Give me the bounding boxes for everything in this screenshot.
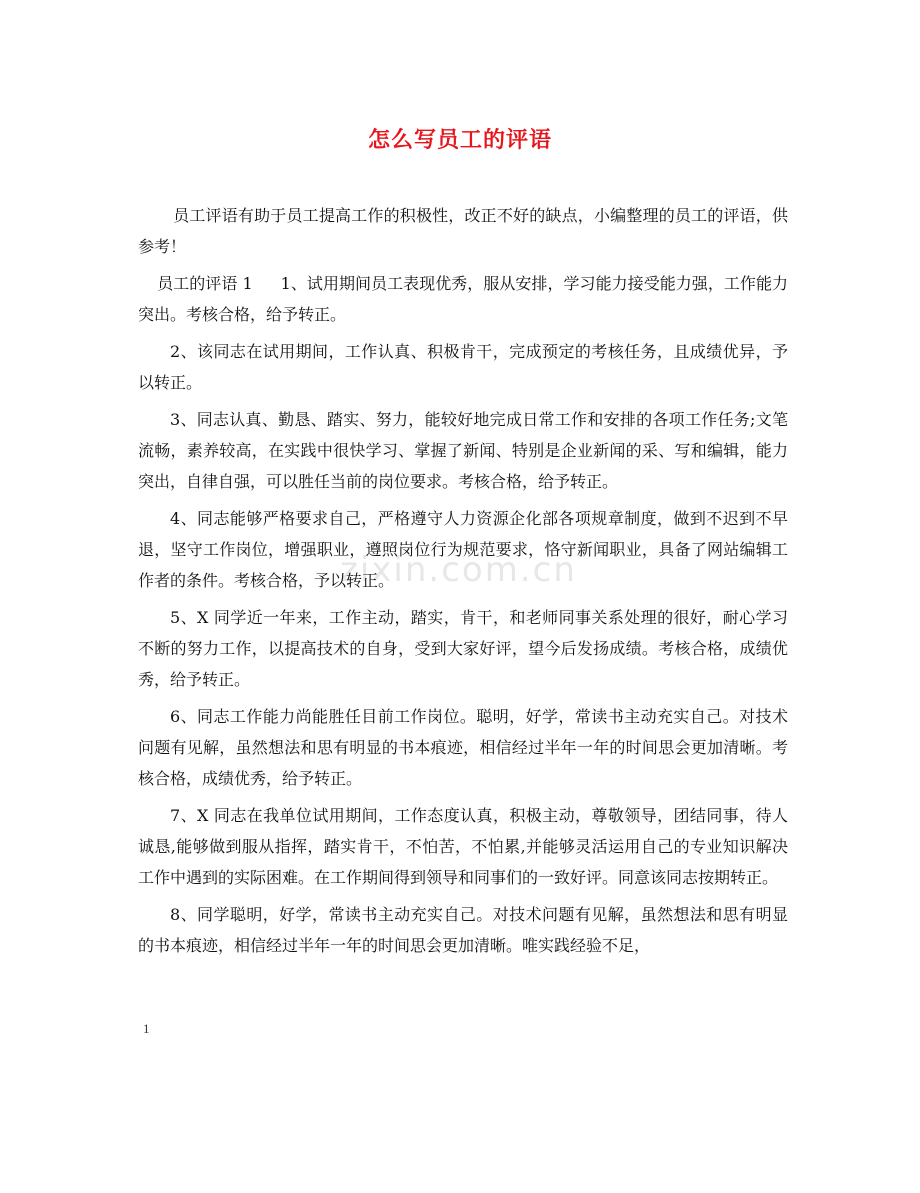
watermark: zixin.com.cn (340, 550, 577, 590)
paragraph-6: 6、同志工作能力尚能胜任目前工作岗位。聪明，好学，常读书主动充实自己。对技术问题有见解，虽然想法和思有明显的书本痕迹，相信经过半年一年的时间思会更加清晰。考核合格，成绩优秀，给予转正。 (138, 707, 788, 788)
paragraph-5: 5、X 同学近一年来，工作主动，踏实，肯干，和老师同事关系处理的很好，耐心学习不断的努力工作，以提高技术的自身，受到大家好评，望今后发扬成绩。考核合格，成绩优秀，给予转正。 (138, 608, 788, 689)
paragraph-7: 7、X 同志在我单位试用期间，工作态度认真，积极主动，尊敬领导，团结同事，待人诚恳,能够做到服从指挥，踏实肯干，不怕苦，不怕累,并能够灵活运用自己的专业知识解决工作中遇到的实际困难。在工作期间得到领导和同事们的一致好评。同意该同志按期转正。 (138, 806, 788, 887)
document-body (138, 200, 788, 967)
paragraph-2: 2、该同志在试用期间，工作认真、积极肯干，完成预定的考核任务，且成绩优异，予以转正。 (138, 342, 788, 392)
document-title: 怎么写员工的评语 (367, 127, 552, 153)
item-1-text: 1、试用期间员工表现优秀，服从安排，学习能力接受能力强，工作能力突出。考核合格，给予转正。 (138, 274, 788, 324)
paragraph-3: 3、同志认真、勤恳、踏实、努力，能较好地完成日常工作和安排的各项工作任务;文笔流畅，素养较高，在实践中很快学习、掌握了新闻、特别是企业新闻的采、写和编辑，能力突出，自律自强，可以胜任当前的岗位要求。考核合格，给予转正。 (138, 410, 788, 491)
paragraph-1 (138, 268, 788, 330)
intro-paragraph: 员工评语有助于员工提高工作的积极性，改正不好的缺点，小编整理的员工的评语，供参考！ (138, 206, 788, 256)
page-number: 1 (143, 1021, 150, 1036)
paragraph-8: 8、同学聪明，好学，常读书主动充实自己。对技术问题有见解，虽然想法和思有明显的书本痕迹，相信经过半年一年的时间思会更加清晰。唯实践经验不足， (138, 905, 788, 955)
paragraph-4: 4、同志能够严格要求自己，严格遵守人力资源企化部各项规章制度，做到不迟到不早退，坚守工作岗位，增强职业，遵照岗位行为规范要求，恪守新闻职业，具备了网站编辑工作者的条件。考核合格，予以转正。 (138, 509, 788, 590)
section-heading: 员工的评语 1 (157, 274, 253, 293)
